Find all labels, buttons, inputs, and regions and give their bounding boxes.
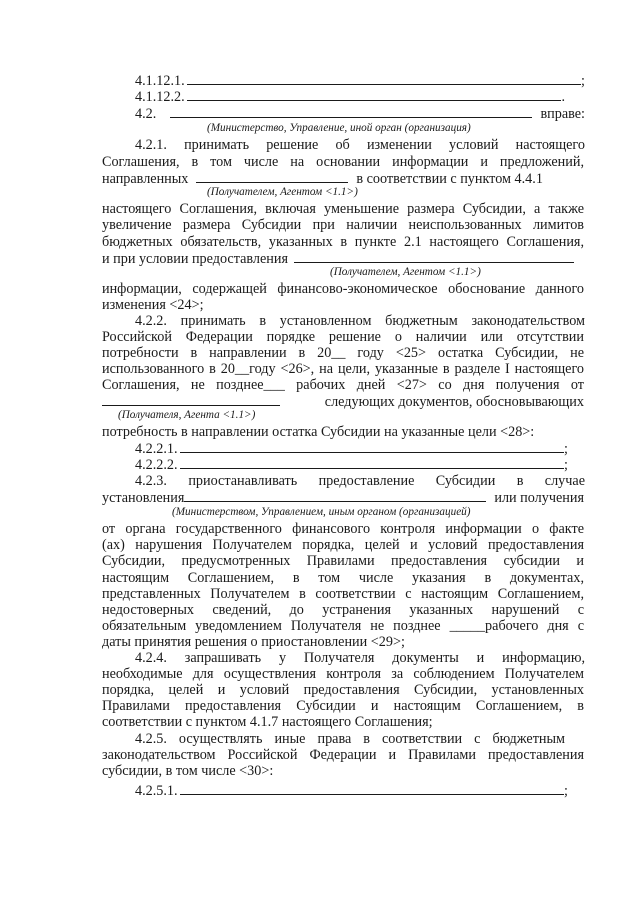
para-4-2-3-line: 4.2.3. приостанавливать предоставление Субсидии в случае — [135, 473, 585, 489]
item-tail: вправе: — [540, 106, 585, 122]
para-4-2-3-line: от органа государственного финансового контроля информации о факте — [102, 521, 584, 537]
item-4-1-12-1 — [135, 72, 585, 89]
para-4-2-1-line: бюджетных обязательств, указанных в пункте 2.1 настоящего Соглашения, — [102, 234, 584, 250]
item-end-punct: ; — [581, 73, 585, 89]
text-segment: в соответствии с пунктом 4.4.1 — [356, 171, 543, 187]
para-4-2-2-line: 4.2.2. принимать в установленном бюджетным законодательством — [135, 313, 585, 329]
fill-in-blank[interactable] — [196, 170, 348, 183]
item-number: 4.2.2.2. — [135, 457, 178, 473]
caption-ministry: (Министерство, Управление, иной орган (организация) — [207, 122, 471, 134]
item-number: 4.2.5.1. — [135, 783, 178, 799]
para-4-2-1-line: Соглашения, в том числе на основании информации и предложений, — [102, 154, 584, 170]
para-4-2-2-line: потребности в направлении в 20__ году <25> остатка Субсидии, не — [102, 345, 584, 361]
item-end-punct: . — [561, 89, 565, 105]
text-segment: или получения — [494, 490, 584, 506]
caption-recipient: (Получателем, Агентом <1.1>) — [207, 186, 358, 198]
para-4-2-1-line: информации, содержащей финансово-экономическое обоснование данного — [102, 281, 584, 297]
item-number: 4.1.12.1. — [135, 73, 185, 89]
para-4-2-2-line: Соглашения, не позднее___ рабочих дней <27> со дня получения от — [102, 377, 584, 393]
para-4-2-2-line: потребность в направлении остатка Субсидии на указанные цели <28>: — [102, 424, 535, 440]
caption-ministry: (Министерством, Управлением, иным органом (организацией) — [172, 506, 471, 518]
para-4-2-1-line — [102, 250, 574, 267]
para-4-2-1-line: настоящего Соглашения, включая уменьшение размера Субсидии, а также — [102, 201, 584, 217]
text-segment: и при условии предоставления — [102, 251, 288, 267]
fill-in-blank[interactable] — [102, 393, 280, 406]
para-4-2-3-line: (ах) нарушения Получателем порядка, целей и условий предоставления — [102, 537, 584, 553]
item-number: 4.2. — [135, 106, 157, 122]
para-4-2-2-line: Российской Федерации порядке решение о наличии или отсутствии — [102, 329, 584, 345]
para-4-2-4-line: Правилами предоставления Субсидии и настоящим Соглашением, в — [102, 698, 584, 714]
para-4-2-2-line: использованного в 20__году <26>, на цели, указанные в разделе I настоящего — [102, 361, 584, 377]
para-4-2-4-line: необходимые для осуществления контроля за соблюдением Получателем — [102, 666, 584, 682]
para-4-2-5-line: субсидии, в том числе <30>: — [102, 763, 274, 779]
para-4-2-3-line: Субсидии, предусмотренных Правилами предоставления субсидии и — [102, 553, 584, 569]
item-4-2-2-1 — [135, 440, 568, 457]
para-4-2-4-line: порядка, целей и условий предоставления Субсидии, установленных — [102, 682, 584, 698]
para-4-2-4-line: 4.2.4. запрашивать у Получателя документы и информацию, — [135, 650, 585, 666]
fill-in-blank[interactable] — [180, 440, 564, 453]
fill-in-blank[interactable] — [187, 72, 581, 85]
para-4-2-1-line: увеличение размера Субсидии при наличии неиспользованных лимитов — [102, 217, 584, 233]
item-end-punct: ; — [564, 783, 568, 799]
fill-in-blank[interactable] — [180, 782, 564, 795]
para-4-2-3-line: обязательным уведомлением Получателя не позднее _____рабочего дня с — [102, 618, 584, 634]
caption-recipient: (Получателя, Агента <1.1>) — [118, 409, 256, 421]
para-4-2-4-line: соответствии с пунктом 4.1.7 настоящего Соглашения; — [102, 714, 433, 730]
text-segment: следующих документов, обосновывающих — [324, 394, 584, 410]
text-segment: установления — [102, 490, 185, 506]
para-4-2-3-line: даты принятия решения о приостановлении <29>; — [102, 634, 405, 650]
para-4-2-3-line: недостоверных сведений, до устранения указанных нарушений с — [102, 602, 584, 618]
para-4-2-3-line: представленных Получателем в соответствии с настоящим Соглашением, — [102, 586, 584, 602]
para-4-2-3-line: настоящим Соглашением, в том числе указания в документах, — [102, 570, 584, 586]
para-4-2-3-line — [102, 489, 584, 506]
item-end-punct: ; — [564, 457, 568, 473]
text-segment: направленных — [102, 171, 189, 187]
fill-in-blank[interactable] — [294, 250, 574, 263]
item-4-2-5-1 — [135, 782, 568, 799]
item-4-2-2-2 — [135, 456, 568, 473]
item-4-2 — [135, 105, 585, 122]
item-number: 4.1.12.2. — [135, 89, 185, 105]
fill-in-blank[interactable] — [187, 88, 562, 101]
caption-recipient: (Получателем, Агентом <1.1>) — [330, 266, 481, 278]
item-4-1-12-2 — [135, 88, 565, 105]
para-4-2-1-line — [102, 170, 584, 187]
fill-in-blank[interactable] — [184, 489, 486, 502]
fill-in-blank[interactable] — [180, 456, 564, 469]
fill-in-blank[interactable] — [170, 105, 532, 118]
item-number: 4.2.2.1. — [135, 441, 178, 457]
para-4-2-5-line: законодательством Российской Федерации и Правилами предоставления — [102, 747, 584, 763]
para-4-2-5-line: 4.2.5. осуществлять иные права в соответствии с бюджетным — [135, 731, 565, 747]
para-4-2-1-line: изменения <24>; — [102, 297, 204, 313]
item-end-punct: ; — [564, 441, 568, 457]
para-4-2-2-line — [102, 393, 584, 410]
para-4-2-1-line: 4.2.1. принимать решение об изменении условий настоящего — [135, 137, 585, 153]
